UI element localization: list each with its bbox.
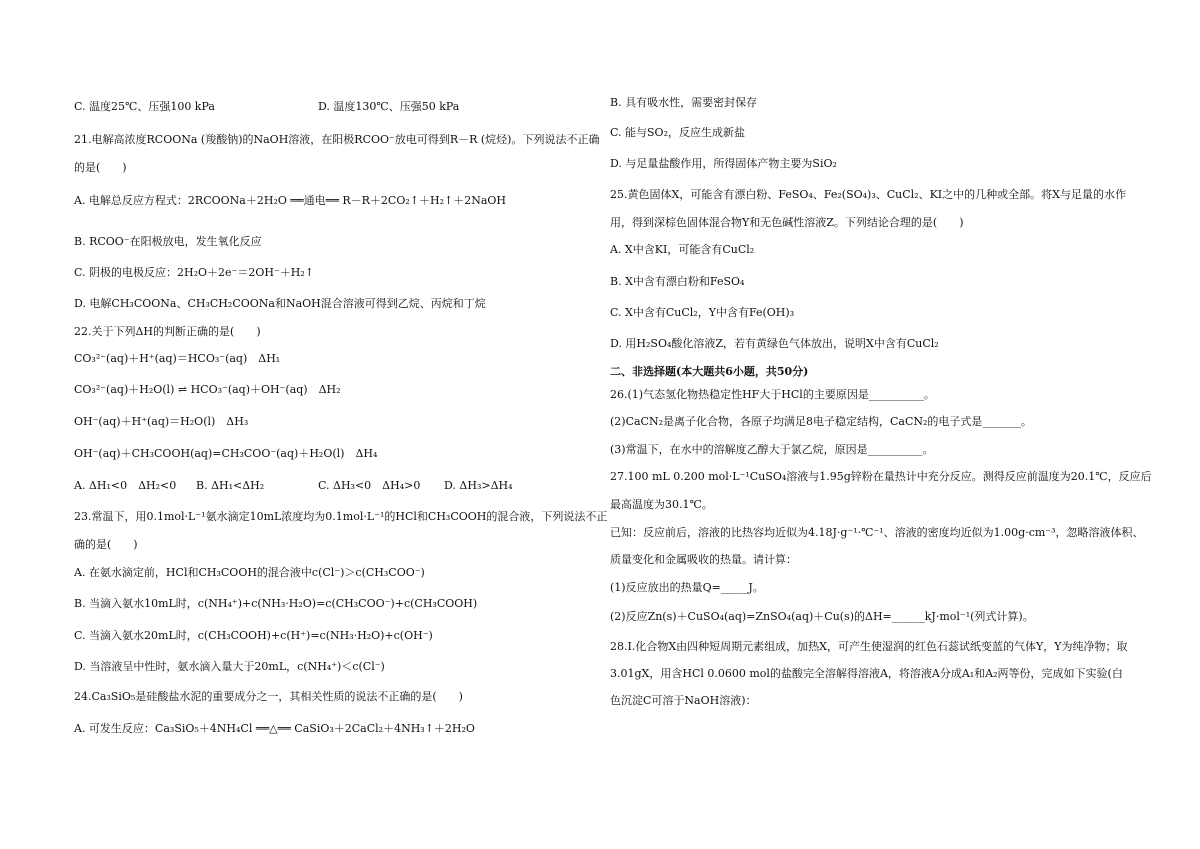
left-text-line: B. 当滴入氨水10mL时，c(NH₄⁺)+c(NH₃·H₂O)=c(CH₃COO⁻)+c(CH₃COOH) — [74, 597, 478, 610]
right-text-line: 已知：反应前后，溶液的比热容均近似为4.18J·g⁻¹·℃⁻¹、溶液的密度均近似为1.00g·cm⁻³，忽略溶液体积、 — [610, 526, 1144, 539]
right-text-line: 3.01gX，用含HCl 0.0600 mol的盐酸完全溶解得溶液A，将溶液A分成A₁和A₂两等份，完成如下实验(白 — [610, 667, 1123, 680]
left-text-line: 23.常温下，用0.1mol·L⁻¹氨水滴定10mL浓度均为0.1mol·L⁻¹的HCl和CH₃COOH的混合液，下列说法不正 — [74, 510, 608, 523]
left-text-line: B. RCOO⁻在阳极放电，发生氧化反应 — [74, 235, 262, 248]
left-text-line: 22.关于下列ΔH的判断正确的是( ) — [74, 325, 261, 338]
left-text-line: C. ΔH₃<0 ΔH₄>0 — [318, 479, 421, 492]
left-text-line: C. 温度25℃、压强100 kPa — [74, 100, 215, 113]
left-text-line: 24.Ca₃SiO₅是硅酸盐水泥的重要成分之一，其相关性质的说法不正确的是( ) — [74, 690, 463, 703]
left-text-line: D. 温度130℃、压强50 kPa — [318, 100, 460, 113]
left-text-line: OH⁻(aq)＋H⁺(aq)＝H₂O(l) ΔH₃ — [74, 415, 249, 428]
left-text-line: D. 当溶液呈中性时，氨水滴入量大于20mL，c(NH₄⁺)＜c(Cl⁻) — [74, 660, 385, 673]
left-text-line: 的是( ) — [74, 161, 127, 174]
right-text-line: A. X中含KI，可能含有CuCl₂ — [610, 243, 755, 256]
left-text-line: A. 在氨水滴定前，HCl和CH₃COOH的混合液中c(Cl⁻)＞c(CH₃COO⁻) — [74, 566, 425, 579]
right-text-line: 色沉淀C可溶于NaOH溶液)： — [610, 694, 757, 707]
right-text-line: D. 用H₂SO₄酸化溶液Z，若有黄绿色气体放出，说明X中含有CuCl₂ — [610, 337, 939, 350]
right-text-line: (1)反应放出的热量Q=_____J。 — [610, 581, 764, 594]
right-text-line: D. 与足量盐酸作用，所得固体产物主要为SiO₂ — [610, 157, 837, 170]
left-text-line: 21.电解高浓度RCOONa (羧酸钠)的NaOH溶液，在阳极RCOO⁻放电可得到R－R (烷烃)。下列说法不正确 — [74, 133, 600, 146]
right-text-line: C. 能与SO₂，反应生成新盐 — [610, 126, 745, 139]
right-text-line: 28.Ⅰ.化合物X由四种短周期元素组成，加热X，可产生使湿润的红色石蕊试纸变蓝的气体Y，Y为纯净物；取 — [610, 640, 1128, 653]
right-text-line: 25.黄色固体X，可能含有漂白粉、FeSO₄、Fe₂(SO₄)₃、CuCl₂、KI之中的几种或全部。将X与足量的水作 — [610, 188, 1126, 201]
right-text-line: 二、非选择题(本大题共6小题，共50分) — [610, 365, 809, 378]
right-text-line: (2)CaCN₂是离子化合物，各原子均满足8电子稳定结构，CaCN₂的电子式是_______。 — [610, 415, 1032, 428]
left-text-line: A. 电解总反应方程式：2RCOONa＋2H₂O ══通电══ R－R＋2CO₂↑＋H₂↑＋2NaOH — [74, 194, 506, 207]
left-text-line: CO₃²⁻(aq)＋H⁺(aq)＝HCO₃⁻(aq) ΔH₁ — [74, 352, 281, 365]
left-text-line: D. 电解CH₃COONa、CH₃CH₂COONa和NaOH混合溶液可得到乙烷、丙烷和丁烷 — [74, 297, 486, 310]
right-text-line: C. X中含有CuCl₂，Y中含有Fe(OH)₃ — [610, 306, 795, 319]
left-text-line: D. ΔH₃>ΔH₄ — [444, 479, 513, 492]
right-text-line: B. 具有吸水性，需要密封保存 — [610, 96, 758, 109]
left-text-line: C. 当滴入氨水20mL时，c(CH₃COOH)+c(H⁺)=c(NH₃·H₂O)+c(OH⁻) — [74, 629, 433, 642]
left-text-line: OH⁻(aq)＋CH₃COOH(aq)=CH₃COO⁻(aq)＋H₂O(l) ΔH₄ — [74, 447, 378, 460]
left-text-line: 确的是( ) — [74, 538, 138, 551]
right-text-line: B. X中含有漂白粉和FeSO₄ — [610, 275, 745, 288]
left-text-line: CO₃²⁻(aq)＋H₂O(l) ⇌ HCO₃⁻(aq)＋OH⁻(aq) ΔH₂ — [74, 383, 341, 396]
right-text-line: 质量变化和金属吸收的热量。请计算： — [610, 553, 797, 566]
left-text-line: B. ΔH₁<ΔH₂ — [196, 479, 265, 492]
left-text-line: C. 阴极的电极反应：2H₂O＋2e⁻＝2OH⁻＋H₂↑ — [74, 266, 314, 279]
left-text-line: A. 可发生反应：Ca₃SiO₅＋4NH₄Cl ══△══ CaSiO₃＋2CaCl₂＋4NH₃↑＋2H₂O — [74, 722, 475, 735]
right-text-line: 27.100 mL 0.200 mol·L⁻¹CuSO₄溶液与1.95g锌粉在量热计中充分反应。测得反应前温度为20.1℃，反应后 — [610, 470, 1152, 483]
right-text-line: (3)常温下，在水中的溶解度乙醇大于氯乙烷，原因是__________。 — [610, 443, 934, 456]
right-text-line: (2)反应Zn(s)＋CuSO₄(aq)=ZnSO₄(aq)＋Cu(s)的ΔH=______kJ·mol⁻¹(列式计算)。 — [610, 610, 1034, 623]
right-text-line: 最高温度为30.1℃。 — [610, 498, 713, 511]
left-text-line: A. ΔH₁<0 ΔH₂<0 — [74, 479, 177, 492]
right-text-line: 用，得到深棕色固体混合物Y和无色碱性溶液Z。下列结论合理的是( ) — [610, 216, 964, 229]
right-text-line: 26.(1)气态氢化物热稳定性HF大于HCl的主要原因是__________。 — [610, 388, 935, 401]
